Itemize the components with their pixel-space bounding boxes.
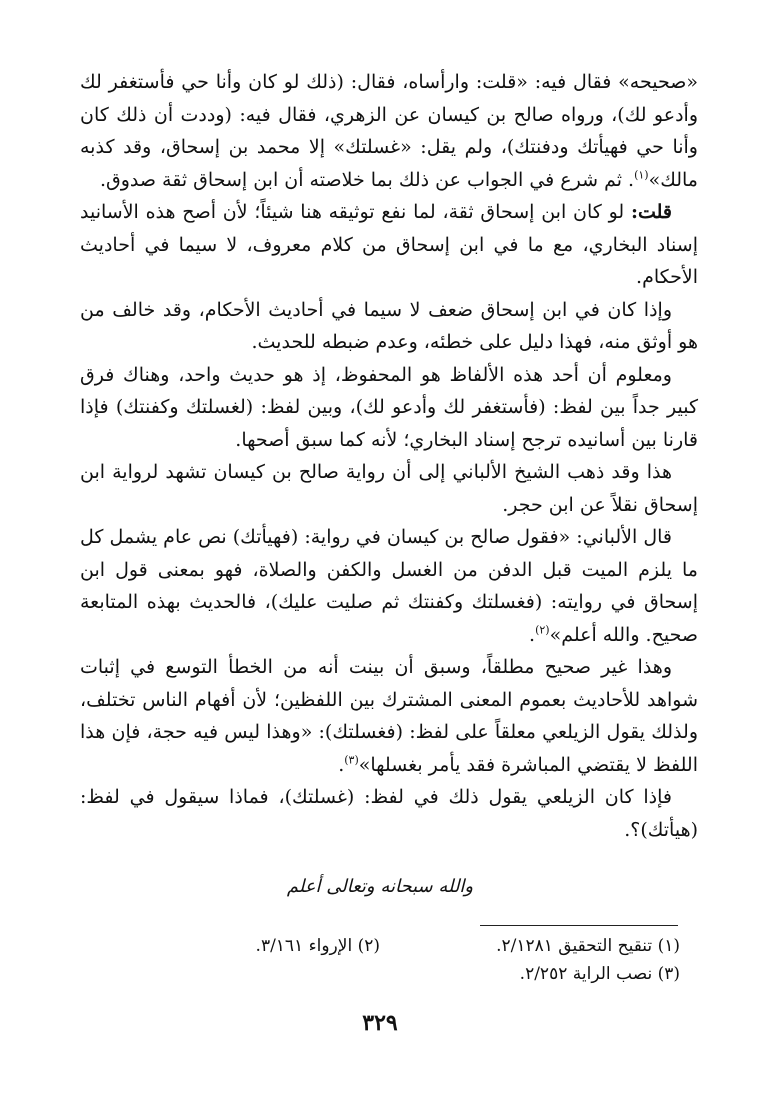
- footnote-2: [80, 932, 380, 960]
- paragraph-text: «صحيحه» فقال فيه: «قلت: وارأساه، فقال: (ذلك لو كان وأنا حي فأستغفر لك وأدعو لك)، ورواه صالح بن كيسان عن الزهري، فقال فيه: (وددت أن ذلك كان وأنا حي فهيأتك ودفنتك)، ولم يقل: «غسلتك» إلا محمد بن إسحاق، وقد كذبه مالك»: [80, 71, 698, 191]
- paragraph-3: [80, 294, 698, 359]
- footnote-1: [380, 932, 680, 960]
- closing-phrase: والله سبحانه وتعالى أعلم: [286, 876, 474, 897]
- paragraph-text: هذا وقد ذهب الشيخ الألباني إلى أن رواية صالح بن كيسان تشهد لرواية ابن إسحاق نقلاً عن ابن حجر.: [80, 461, 698, 516]
- paragraph-text: فإذا كان الزيلعي يقول ذلك في لفظ: (غسلتك)، فماذا سيقول في لفظ: (هيأتك)؟.: [80, 786, 698, 841]
- footnote-text: نصب الراية ٢/٢٥٢.: [519, 964, 653, 984]
- footnotes: [80, 932, 680, 988]
- paragraph-text: وإذا كان في ابن إسحاق ضعف لا سيما في أحاديث الأحكام، وقد خالف من هو أوثق منه، فهذا دليل على خطئه، وعدم ضبطه للحديث.: [80, 298, 698, 353]
- footnote-number: (٢): [357, 936, 380, 956]
- paragraph-lead: قلت:: [630, 201, 672, 223]
- paragraph-text: قال الألباني: «فقول صالح بن كيسان في رواية: (فهيأتك) نص عام يشمل كل ما يلزم الميت قبل الدفن من الغسل والكفن والصلاة، فهو بمعنى قول ابن إسحاق في روايته: (فغسلتك وكفنتك ثم صليت عليك)، فالحديث بهذه المتابعة صحيح. والله أعلم»: [80, 526, 698, 646]
- main-text: [80, 66, 698, 846]
- paragraph-tail: . ثم شرع في الجواب عن ذلك بما خلاصته أن ابن إسحاق ثقة صدوق.: [99, 168, 635, 191]
- paragraph-text: لو كان ابن إسحاق ثقة، لما نفع توثيقه هنا شيئاً؛ لأن أصح هذه الأسانيد إسناد البخاري، مع ما في ابن إسحاق من كلام معروف، لا سيما في أحاديث الأحكام.: [80, 201, 698, 288]
- footnote-3: [380, 960, 680, 988]
- footnote-text: الإرواء ٣/١٦١.: [255, 936, 353, 956]
- paragraph-7: [80, 651, 698, 781]
- footnote-number: (١): [657, 936, 680, 956]
- footnote-text: تنقيح التحقيق ٢/١٢٨١.: [496, 936, 653, 956]
- footnote-number: (٣): [657, 964, 680, 984]
- paragraph-6: [80, 521, 698, 651]
- footnote-ref-2[interactable]: (٢): [535, 623, 550, 637]
- page-number: ٣٢٩: [362, 1010, 398, 1036]
- paragraph-text: ومعلوم أن أحد هذه الألفاظ هو المحفوظ، إذ هو حديث واحد، وهناك فرق كبير جداً بين لفظ: (فأستغفر لك وأدعو لك)، وبين لفظ: (لغسلتك وكفنتك) فإذا قارنا بين أسانيده ترجح إسناد البخاري؛ لأنه كما سبق أصحها.: [80, 363, 698, 451]
- footnote-ref-3[interactable]: (٣): [344, 753, 359, 767]
- paragraph-5: [80, 456, 698, 521]
- paragraph-text: وهذا غير صحيح مطلقاً، وسبق أن بينت أنه من الخطأ التوسع في إثبات شواهد للأحاديث بعموم المعنى المشترك بين اللفظين؛ لأن أفهام الناس تختلف، ولذلك يقول الزيلعي معلقاً على لفظ: (فغسلتك): «وهذا ليس فيه حجة، فإن هذا اللفظ لا يقتضي المباشرة فقد يأمر بغسلها»: [80, 656, 698, 776]
- paragraph-2: [80, 196, 698, 294]
- footnote-row: [80, 960, 680, 988]
- paragraph-4: [80, 359, 698, 457]
- paragraph-1: [80, 66, 698, 196]
- paragraph-8: [80, 781, 698, 846]
- footnote-divider: [480, 925, 678, 926]
- footnote-ref-1[interactable]: (١): [634, 168, 649, 182]
- footnote-row: [80, 932, 680, 960]
- paragraph-tail: .: [529, 623, 536, 646]
- paragraph-tail: .: [338, 753, 345, 776]
